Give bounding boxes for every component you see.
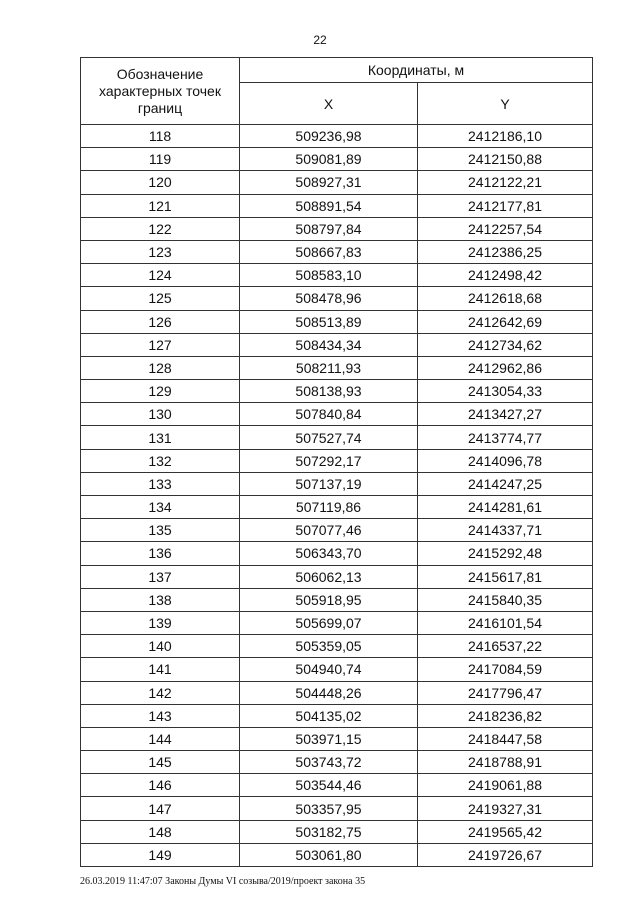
header-x: X xyxy=(240,83,418,125)
cell-x: 505359,05 xyxy=(240,635,418,658)
cell-y: 2418788,91 xyxy=(418,751,593,774)
cell-x: 503544,46 xyxy=(240,774,418,797)
cell-y: 2415840,35 xyxy=(418,588,593,611)
page-number: 22 xyxy=(313,33,327,47)
table-row xyxy=(81,820,593,843)
cell-y: 2412734,62 xyxy=(418,333,593,356)
cell-point: 147 xyxy=(81,797,240,820)
cell-point: 145 xyxy=(81,751,240,774)
cell-y: 2415292,48 xyxy=(418,542,593,565)
cell-x: 509081,89 xyxy=(240,148,418,171)
cell-y: 2412962,86 xyxy=(418,356,593,379)
cell-x: 503357,95 xyxy=(240,797,418,820)
cell-point: 138 xyxy=(81,588,240,611)
cell-point: 143 xyxy=(81,704,240,727)
cell-point: 135 xyxy=(81,519,240,542)
cell-y: 2413774,77 xyxy=(418,426,593,449)
cell-point: 140 xyxy=(81,635,240,658)
cell-point: 133 xyxy=(81,472,240,495)
table-row xyxy=(81,542,593,565)
cell-y: 2417084,59 xyxy=(418,658,593,681)
cell-y: 2419061,88 xyxy=(418,774,593,797)
cell-x: 505699,07 xyxy=(240,611,418,634)
cell-point: 123 xyxy=(81,240,240,263)
cell-x: 503971,15 xyxy=(240,727,418,750)
cell-x: 507292,17 xyxy=(240,449,418,472)
table-row xyxy=(81,681,593,704)
cell-y: 2412498,42 xyxy=(418,264,593,287)
cell-point: 118 xyxy=(81,125,240,148)
table-row xyxy=(81,519,593,542)
cell-y: 2418447,58 xyxy=(418,727,593,750)
table-row xyxy=(81,217,593,240)
cell-y: 2416101,54 xyxy=(418,611,593,634)
cell-x: 508667,83 xyxy=(240,240,418,263)
cell-x: 507119,86 xyxy=(240,496,418,519)
coordinates-table xyxy=(80,57,593,867)
cell-y: 2412386,25 xyxy=(418,240,593,263)
cell-y: 2414337,71 xyxy=(418,519,593,542)
cell-x: 508211,93 xyxy=(240,356,418,379)
cell-x: 506062,13 xyxy=(240,565,418,588)
table-row xyxy=(81,658,593,681)
cell-x: 508138,93 xyxy=(240,380,418,403)
table-row xyxy=(81,588,593,611)
cell-x: 507137,19 xyxy=(240,472,418,495)
table-row xyxy=(81,333,593,356)
cell-point: 126 xyxy=(81,310,240,333)
table-row xyxy=(81,125,593,148)
cell-y: 2417796,47 xyxy=(418,681,593,704)
cell-y: 2412642,69 xyxy=(418,310,593,333)
table-row xyxy=(81,797,593,820)
cell-y: 2413054,33 xyxy=(418,380,593,403)
cell-y: 2412177,81 xyxy=(418,194,593,217)
cell-point: 141 xyxy=(81,658,240,681)
header-point-designation: Обозначение характерных точек границ xyxy=(81,58,240,125)
cell-y: 2414281,61 xyxy=(418,496,593,519)
cell-y: 2419327,31 xyxy=(418,797,593,820)
header-coordinates: Координаты, м xyxy=(240,58,593,83)
table-row xyxy=(81,287,593,310)
cell-x: 508434,34 xyxy=(240,333,418,356)
table-row xyxy=(81,843,593,866)
header-y: Y xyxy=(418,83,593,125)
cell-x: 504448,26 xyxy=(240,681,418,704)
cell-x: 503182,75 xyxy=(240,820,418,843)
table-row xyxy=(81,611,593,634)
cell-y: 2412257,54 xyxy=(418,217,593,240)
cell-x: 503061,80 xyxy=(240,843,418,866)
table-row xyxy=(81,148,593,171)
cell-point: 124 xyxy=(81,264,240,287)
cell-point: 130 xyxy=(81,403,240,426)
cell-y: 2412150,88 xyxy=(418,148,593,171)
cell-y: 2412618,68 xyxy=(418,287,593,310)
cell-x: 507840,84 xyxy=(240,403,418,426)
table-row xyxy=(81,403,593,426)
table-row xyxy=(81,426,593,449)
table-row xyxy=(81,380,593,403)
cell-x: 508478,96 xyxy=(240,287,418,310)
footer-stamp: 26.03.2019 11:47:07 Законы Думы VI созыва/2019/проект закона 35 xyxy=(80,876,366,887)
cell-y: 2412122,21 xyxy=(418,171,593,194)
table-row xyxy=(81,240,593,263)
cell-y: 2414096,78 xyxy=(418,449,593,472)
cell-point: 125 xyxy=(81,287,240,310)
cell-y: 2418236,82 xyxy=(418,704,593,727)
cell-point: 122 xyxy=(81,217,240,240)
cell-point: 148 xyxy=(81,820,240,843)
cell-point: 137 xyxy=(81,565,240,588)
cell-y: 2419565,42 xyxy=(418,820,593,843)
cell-x: 504940,74 xyxy=(240,658,418,681)
cell-point: 121 xyxy=(81,194,240,217)
cell-x: 508797,84 xyxy=(240,217,418,240)
cell-point: 134 xyxy=(81,496,240,519)
table-row xyxy=(81,264,593,287)
cell-x: 509236,98 xyxy=(240,125,418,148)
cell-point: 142 xyxy=(81,681,240,704)
cell-point: 144 xyxy=(81,727,240,750)
cell-point: 149 xyxy=(81,843,240,866)
cell-x: 508583,10 xyxy=(240,264,418,287)
cell-y: 2416537,22 xyxy=(418,635,593,658)
cell-x: 507077,46 xyxy=(240,519,418,542)
cell-point: 120 xyxy=(81,171,240,194)
cell-y: 2412186,10 xyxy=(418,125,593,148)
cell-point: 127 xyxy=(81,333,240,356)
cell-point: 136 xyxy=(81,542,240,565)
table-row xyxy=(81,774,593,797)
table-row xyxy=(81,704,593,727)
cell-point: 139 xyxy=(81,611,240,634)
table-row xyxy=(81,472,593,495)
table-row xyxy=(81,194,593,217)
cell-point: 132 xyxy=(81,449,240,472)
table-row xyxy=(81,310,593,333)
table-row xyxy=(81,171,593,194)
cell-y: 2419726,67 xyxy=(418,843,593,866)
cell-point: 131 xyxy=(81,426,240,449)
cell-y: 2414247,25 xyxy=(418,472,593,495)
cell-y: 2413427,27 xyxy=(418,403,593,426)
cell-x: 508891,54 xyxy=(240,194,418,217)
table-body xyxy=(81,125,593,867)
cell-x: 508927,31 xyxy=(240,171,418,194)
table-row xyxy=(81,751,593,774)
cell-x: 506343,70 xyxy=(240,542,418,565)
cell-y: 2415617,81 xyxy=(418,565,593,588)
cell-x: 507527,74 xyxy=(240,426,418,449)
table-row xyxy=(81,727,593,750)
table-row xyxy=(81,449,593,472)
cell-point: 128 xyxy=(81,356,240,379)
cell-point: 146 xyxy=(81,774,240,797)
table-row xyxy=(81,565,593,588)
cell-x: 503743,72 xyxy=(240,751,418,774)
cell-point: 119 xyxy=(81,148,240,171)
cell-x: 505918,95 xyxy=(240,588,418,611)
cell-point: 129 xyxy=(81,380,240,403)
table-row xyxy=(81,496,593,519)
cell-x: 504135,02 xyxy=(240,704,418,727)
table-row xyxy=(81,356,593,379)
cell-x: 508513,89 xyxy=(240,310,418,333)
table-row xyxy=(81,635,593,658)
